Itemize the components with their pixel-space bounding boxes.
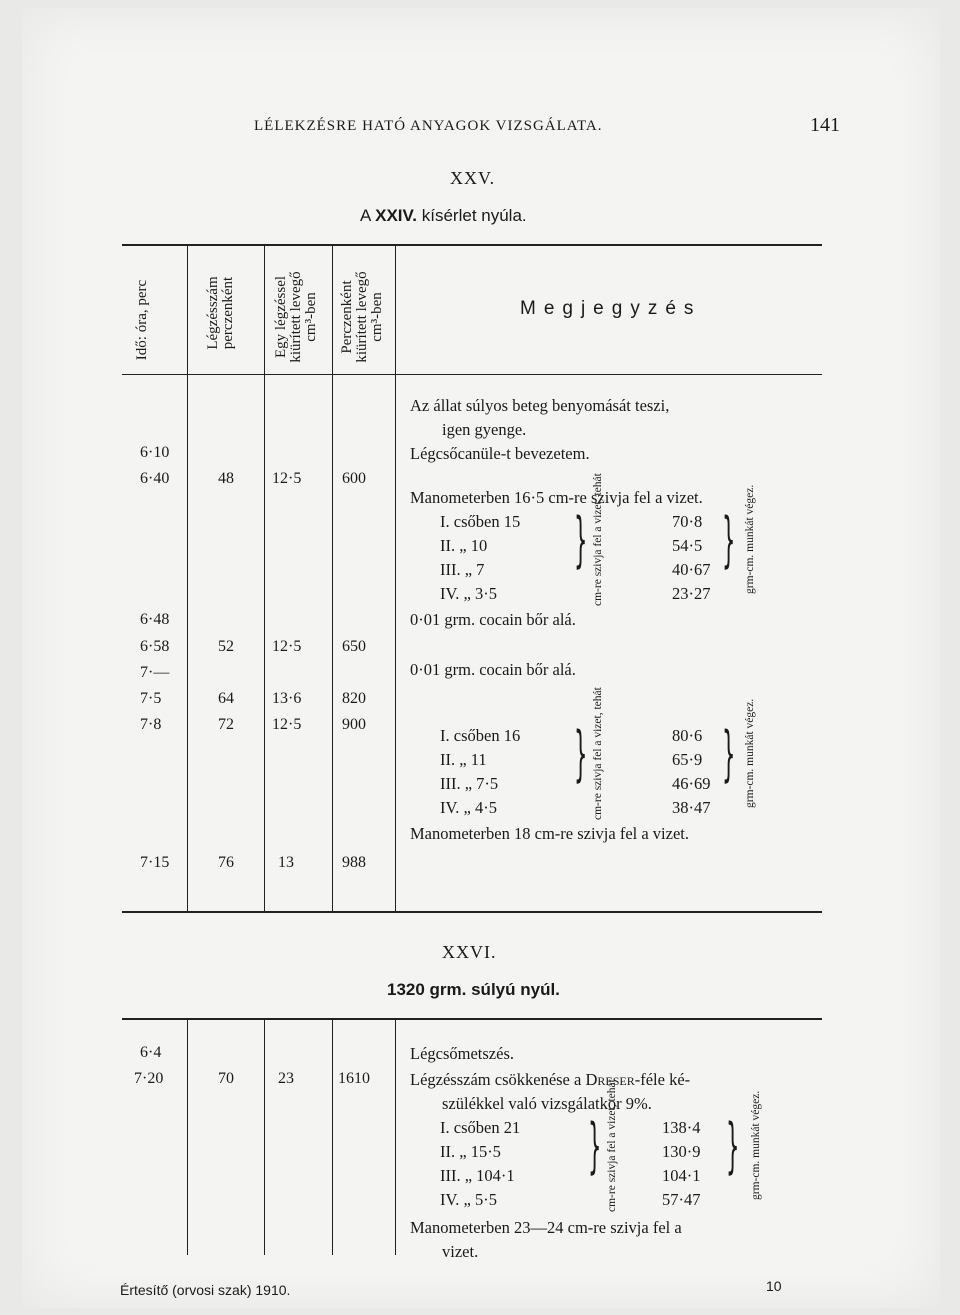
column-divider bbox=[395, 246, 396, 911]
section-subtitle: A XXIV. kísérlet nyúla. bbox=[360, 206, 527, 225]
tube-row: I. csőben 21 bbox=[440, 1118, 521, 1137]
column-divider bbox=[187, 1020, 188, 1255]
work-value: 38·47 bbox=[672, 798, 711, 817]
section-subtitle: 1320 grm. súlyú nyúl. bbox=[387, 980, 560, 999]
note-line: 0·01 grm. cocain bőr alá. bbox=[410, 660, 576, 679]
brace-symbol: } bbox=[726, 1111, 740, 1181]
brace-symbol: } bbox=[574, 505, 588, 575]
note-line: szülékkel való vizsgálatkor 9%. bbox=[442, 1094, 652, 1113]
table-cell: 7·5 bbox=[140, 690, 162, 707]
note-line: Manometerben 23—24 cm-re szivja fel a bbox=[410, 1218, 682, 1237]
header-minute: Perczenként kiürített levegő cm³-ben bbox=[339, 271, 385, 363]
table-cell: 12·5 bbox=[272, 716, 302, 733]
tube-row: IV. „ 4·5 bbox=[440, 798, 497, 817]
work-label: grm-cm. munkát végez. bbox=[750, 1090, 762, 1200]
table-cell: 23 bbox=[278, 1070, 294, 1087]
work-value: 65·9 bbox=[672, 750, 703, 769]
tube-label: cm-re szivja fel a vizet, tehát bbox=[592, 473, 604, 606]
brace-symbol: } bbox=[574, 719, 588, 789]
table-cell: 650 bbox=[342, 638, 366, 655]
table-cell: 13·6 bbox=[272, 690, 302, 707]
work-value: 23·27 bbox=[672, 584, 711, 603]
header-time: Idő: óra, perc bbox=[134, 279, 150, 361]
work-value: 57·47 bbox=[662, 1190, 701, 1209]
tube-label: cm-re szivja fel a vizet, tehát bbox=[592, 687, 604, 820]
column-divider bbox=[264, 1020, 265, 1255]
table-cell: 6·40 bbox=[140, 470, 170, 487]
table-top-rule bbox=[122, 1018, 822, 1020]
section-number: XXVI. bbox=[442, 942, 497, 962]
table-cell: 1610 bbox=[338, 1070, 370, 1087]
table-cell: 52 bbox=[218, 638, 234, 655]
column-divider bbox=[332, 1020, 333, 1255]
note-line: igen gyenge. bbox=[442, 420, 527, 439]
table-cell: 988 bbox=[342, 854, 366, 871]
tube-row: IV. „ 5·5 bbox=[440, 1190, 497, 1209]
tube-label: cm-re szivja fel a vizet, tehát bbox=[606, 1079, 618, 1212]
table-cell: 820 bbox=[342, 690, 366, 707]
column-divider bbox=[264, 246, 265, 911]
work-value: 70·8 bbox=[672, 512, 703, 531]
table-cell: 7·15 bbox=[140, 854, 170, 871]
brace-symbol: } bbox=[722, 505, 736, 575]
work-value: 80·6 bbox=[672, 726, 703, 745]
tube-row: IV. „ 3·5 bbox=[440, 584, 497, 603]
table-cell: 7·— bbox=[140, 664, 170, 681]
work-value: 138·4 bbox=[662, 1118, 701, 1137]
brace-symbol: } bbox=[722, 719, 736, 789]
table-cell: 72 bbox=[218, 716, 234, 733]
tube-row: III. „ 7·5 bbox=[440, 774, 499, 793]
note-line: Légzésszám csökkenése a Dreser-féle ké- bbox=[410, 1070, 691, 1089]
table-cell: 6·48 bbox=[140, 611, 170, 628]
work-value: 104·1 bbox=[662, 1166, 701, 1185]
table-cell: 13 bbox=[278, 854, 294, 871]
table-top-rule bbox=[122, 244, 822, 246]
tube-row: III. „ 7 bbox=[440, 560, 485, 579]
column-divider bbox=[187, 246, 188, 911]
tube-row: II. „ 11 bbox=[440, 750, 487, 769]
table-cell: 6·58 bbox=[140, 638, 170, 655]
table-cell: 64 bbox=[218, 690, 234, 707]
table-cell: 76 bbox=[218, 854, 234, 871]
header-rule bbox=[122, 374, 822, 375]
table-cell: 7·8 bbox=[140, 716, 162, 733]
footer-journal: Értesítő (orvosi szak) 1910. bbox=[120, 1282, 291, 1298]
table-cell: 12·5 bbox=[272, 470, 302, 487]
tube-row: I. csőben 16 bbox=[440, 726, 521, 745]
tube-row: III. „ 104·1 bbox=[440, 1166, 515, 1185]
note-line: vizet. bbox=[442, 1242, 479, 1261]
table-cell: 48 bbox=[218, 470, 234, 487]
tube-row: II. „ 10 bbox=[440, 536, 488, 555]
note-line: Az állat súlyos beteg benyomását teszi, bbox=[410, 396, 670, 415]
column-divider bbox=[395, 1020, 396, 1255]
note-line: Manometerben 16·5 cm-re szivja fel a vizet. bbox=[410, 488, 703, 507]
brace-symbol: } bbox=[588, 1111, 602, 1181]
table-cell: 12·5 bbox=[272, 638, 302, 655]
table-cell: 900 bbox=[342, 716, 366, 733]
header-single: Egy légzéssel kiürített levegő cm³-ben bbox=[273, 271, 319, 363]
table-cell: 70 bbox=[218, 1070, 234, 1087]
work-value: 130·9 bbox=[662, 1142, 701, 1161]
running-title: LÉLEKZÉSRE HATÓ ANYAGOK VIZSGÁLATA. bbox=[254, 118, 603, 134]
note-line: 0·01 grm. cocain bőr alá. bbox=[410, 610, 576, 629]
section-number: XXV. bbox=[450, 168, 496, 188]
note-line: Légcsőmetszés. bbox=[410, 1044, 515, 1063]
table-bottom-rule bbox=[122, 911, 822, 913]
header-notes: Megjegyzés bbox=[520, 298, 702, 319]
page bbox=[22, 8, 940, 1308]
table-cell: 7·20 bbox=[134, 1070, 164, 1087]
work-value: 40·67 bbox=[672, 560, 711, 579]
work-value: 46·69 bbox=[672, 774, 711, 793]
tube-row: II. „ 15·5 bbox=[440, 1142, 501, 1161]
page-number: 141 bbox=[810, 114, 840, 136]
tube-row: I. csőben 15 bbox=[440, 512, 521, 531]
note-line: Manometerben 18 cm-re szivja fel a vizet. bbox=[410, 824, 690, 843]
table-cell: 6·10 bbox=[140, 444, 170, 461]
column-divider bbox=[332, 246, 333, 911]
work-label: grm-cm. munkát végez. bbox=[744, 698, 756, 808]
table-cell: 6·4 bbox=[140, 1044, 162, 1061]
work-value: 54·5 bbox=[672, 536, 703, 555]
header-breaths: Légzésszám perczenként bbox=[205, 276, 236, 350]
footer-sheet-number: 10 bbox=[766, 1278, 782, 1294]
table-cell: 600 bbox=[342, 470, 366, 487]
note-line: Légcsőcanüle-t bevezetem. bbox=[410, 444, 590, 463]
work-label: grm-cm. munkát végez. bbox=[744, 484, 756, 594]
